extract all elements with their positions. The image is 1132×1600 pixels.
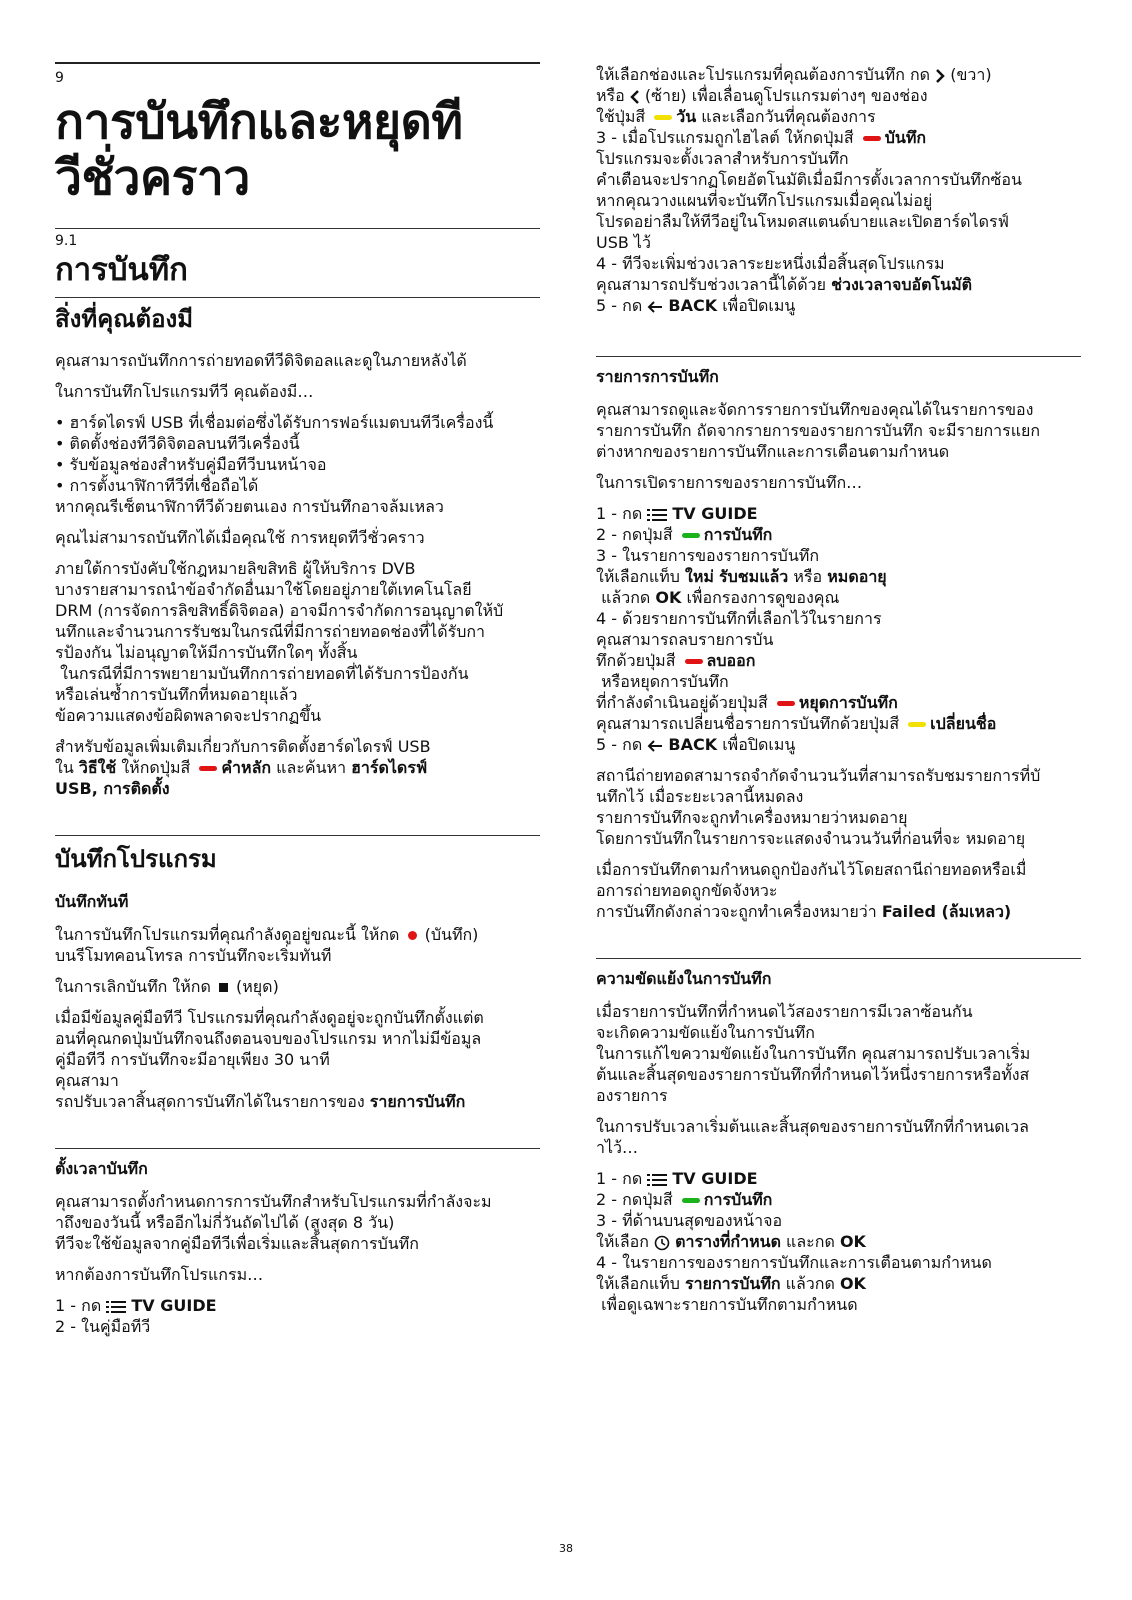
need-p6-l2: ใน วิธีใช้ ให้กดปุ่มสี คำหลัก และค้นหา ฮาร์ดไดรฟ์: [55, 758, 428, 777]
need-p4: คุณไม่สามารถบันทึกได้เมื่อคุณใช้ การหยุดทีวีชั่วคราว: [55, 528, 425, 547]
list-step-4f: คุณสามารถเปลี่ยนชื่อรายการบันทึกด้วยปุ่มสี เปลี่ยนชื่อ: [596, 714, 997, 733]
rt-line-3: ใช้ปุ่มสี วัน และเลือกวันที่คุณต้องการ: [596, 107, 876, 126]
stop-square-icon: [219, 983, 228, 992]
list-step-4: 4 - ด้วยรายการบันทึกที่เลือกไว้ในรายการ: [596, 609, 882, 628]
conflict-step-1: 1 - กด TV GUIDE: [596, 1169, 758, 1188]
conflict-p1-l5: องรายการ: [596, 1086, 668, 1105]
record-now-p3-l2: อนที่คุณกดปุ่มบันทึกจนถึงตอนจบของโปรแกรม หากไม่มีข้อมูล: [55, 1029, 482, 1048]
red-key-icon: [863, 136, 881, 141]
clock-icon: [654, 1235, 670, 1251]
rt-line-1: ให้เลือกช่องและโปรแกรมที่คุณต้องการบันทึก กด (ขวา): [596, 65, 992, 84]
list-step-5: 5 - กด BACK เพื่อปิดเมนู: [596, 735, 796, 754]
sched-p1-l2: าถึงของวันนี้ หรืออีกไม่กี่วันถัดไปได้ (สูงสุด 8 วัน): [55, 1213, 395, 1232]
section-title: การบันทึก: [55, 252, 188, 288]
conflict-p1-l3: ในการแก้ไขความขัดแย้งในการบันทึก คุณสามารถปรับเวลาเริ่ม: [596, 1044, 1031, 1063]
need-rule: [55, 297, 540, 298]
need-p5-l4: นทึกและจำนวนการรับชมในกรณีที่มีการถ่ายทอดช่องที่ได้รับกา: [55, 622, 486, 641]
list-step-3b: ให้เลือกแท็บ ใหม่ รับชมแล้ว หรือ หมดอายุ: [596, 567, 887, 586]
conflict-p1-l4: ต้นและสิ้นสุดของรายการบันทึกที่กำหนดไว้หนึ่งรายการหรือทั้งส: [596, 1065, 1030, 1084]
list-p4-l3: การบันทึกดังกล่าวจะถูกทำเครื่องหมายว่า Failed (ล้มเหลว): [596, 902, 1012, 921]
list-step-4b: คุณสามารถลบรายการบัน: [596, 630, 774, 649]
conflict-p2-l2: าไว้…: [596, 1138, 639, 1157]
need-p6-l3: USB, การติดตั้ง: [55, 779, 170, 798]
conflict-step-3: 3 - ที่ด้านบนสุดของหน้าจอ: [596, 1211, 783, 1230]
need-p5-l3: DRM (การจัดการลิขสิทธิ์ดิจิตอล) อาจมีการจำกัดการอนุญาตให้บั: [55, 601, 504, 620]
tv-guide-icon: [647, 508, 667, 522]
need-p5-l6: ในกรณีที่มีการพยายามบันทึกการถ่ายทอดที่ได้รับการป้องกัน: [55, 664, 469, 683]
rt-line-5: โปรแกรมจะตั้งเวลาสำหรับการบันทึก: [596, 149, 849, 168]
sched-p2: หากต้องการบันทึกโปรแกรม…: [55, 1265, 264, 1284]
record-now-heading: บันทึกทันที: [55, 892, 129, 911]
sched-rule: [55, 1148, 540, 1149]
rt-line-9: USB ไว้: [596, 233, 651, 252]
red-key-icon: [685, 659, 703, 664]
rt-line-8: โปรดอย่าลืมให้ทีวีอยู่ในโหมดสแตนด์บายและเปิดฮาร์ดไดรฟ์: [596, 212, 1009, 231]
list-p3-l3: รายการบันทึกจะถูกทำเครื่องหมายว่าหมดอายุ: [596, 808, 908, 827]
page-number: 38: [559, 1542, 573, 1555]
green-key-icon: [682, 1198, 700, 1203]
need-bullet-1: • ฮาร์ดไดรฟ์ USB ที่เชื่อมต่อซึ่งได้รับการฟอร์แมตบนทีวีเครื่องนี้: [55, 413, 494, 432]
list-p2: ในการเปิดรายการของรายการบันทึก…: [596, 473, 863, 492]
list-step-1: 1 - กด TV GUIDE: [596, 504, 758, 523]
back-arrow-icon: [647, 300, 663, 314]
record-now-p1b: บนรีโมทคอนโทรล การบันทึกจะเริ่มทันที: [55, 946, 332, 965]
list-p3-l2: นทึกไว้ เมื่อระยะเวลานี้หมดลง: [596, 787, 804, 806]
list-step-3c: แล้วกด OK เพื่อกรองการดูของคุณ: [596, 588, 840, 607]
chevron-left-icon: [630, 90, 640, 104]
record-now-p3-l1: เมื่อมีข้อมูลคู่มือทีวี โปรแกรมที่คุณกำลังดูอยู่จะถูกบันทึกตั้งแต่ต: [55, 1008, 484, 1027]
need-heading: สิ่งที่คุณต้องมี: [55, 305, 194, 333]
need-p6-l1: สำหรับข้อมูลเพิ่มเติมเกี่ยวกับการติดตั้งฮาร์ดไดรฟ์ USB: [55, 737, 431, 756]
conflict-step-3b: ให้เลือก ตารางที่กำหนด และกด OK: [596, 1232, 866, 1251]
rt-line-11: คุณสามารถปรับช่วงเวลานี้ได้ด้วย ช่วงเวลาจบอัตโนมัติ: [596, 275, 973, 294]
chapter-title-line1: การบันทึกและหยุดที: [55, 94, 463, 150]
record-now-p1: ในการบันทึกโปรแกรมที่คุณกำลังดูอยู่ขณะนี้ ให้กด (บันทึก): [55, 925, 479, 944]
green-key-icon: [682, 533, 700, 538]
rt-line-7: หากคุณวางแผนที่จะบันทึกโปรแกรมเมื่อคุณไม่อยู่: [596, 191, 933, 210]
record-now-p3-l3: คู่มือทีวี การบันทึกจะมีอายุเพียง 30 นาที: [55, 1050, 330, 1069]
need-p5-l7: หรือเล่นซ้ำการบันทึกที่หมดอายุแล้ว: [55, 685, 298, 704]
need-p3: หากคุณรีเซ็ตนาฬิกาทีวีด้วยตนเอง การบันทึกอาจล้มเหลว: [55, 497, 444, 516]
need-bullet-2: • ติดตั้งช่องทีวีดิจิตอลบนทีวีเครื่องนี้: [55, 434, 300, 453]
sched-step-1: 1 - กด TV GUIDE: [55, 1296, 217, 1315]
conflict-rule: [596, 958, 1081, 959]
need-bullet-3: • รับข้อมูลช่องสำหรับคู่มือทีวีบนหน้าจอ: [55, 455, 327, 474]
back-arrow-icon: [647, 739, 663, 753]
chapter-title-line2: วีชั่วคราว: [55, 150, 250, 206]
tv-guide-icon: [647, 1173, 667, 1187]
rt-line-12: 5 - กด BACK เพื่อปิดเมนู: [596, 296, 796, 315]
list-step-2: 2 - กดปุ่มสี การบันทึก: [596, 525, 773, 544]
list-p3-l4: โดยการบันทึกในรายการจะแสดงจำนวนวันที่ก่อนที่จะ หมดอายุ: [596, 829, 1026, 848]
list-heading: รายการการบันทึก: [596, 367, 719, 386]
section-rule: [55, 228, 540, 229]
conflict-step-4c: เพื่อดูเฉพาะรายการบันทึกตามกำหนด: [596, 1295, 858, 1314]
need-p5-l1: ภายใต้การบังคับใช้กฎหมายลิขสิทธิ ผู้ให้บริการ DVB: [55, 559, 416, 578]
yellow-key-icon: [654, 115, 672, 120]
list-p4-l2: อการถ่ายทอดถูกขัดจังหวะ: [596, 881, 778, 900]
left-column: [55, 0, 540, 1337]
list-p1-l3: ต่างหากของรายการบันทึกและการเตือนตามกำหนด: [596, 442, 950, 461]
sched-p1-l1: คุณสามารถตั้งกำหนดการการบันทึกสำหรับโปรแกรมที่กำลังจะม: [55, 1192, 492, 1211]
sched-step-2: 2 - ในคู่มือทีวี: [55, 1317, 151, 1336]
record-now-p3-l5: รถปรับเวลาสิ้นสุดการบันทึกได้ในรายการของ รายการบันทึก: [55, 1092, 466, 1111]
list-step-4e: ที่กำลังดำเนินอยู่ด้วยปุ่มสี หยุดการบันทึก: [596, 693, 898, 712]
record-now-p2: ในการเลิกบันทึก ให้กด (หยุด): [55, 977, 279, 996]
right-column: [596, 0, 1081, 1315]
conflict-p1-l1: เมื่อรายการบันทึกที่กำหนดไว้สองรายการมีเวลาซ้อนกัน: [596, 1002, 973, 1021]
rt-line-6: คำเตือนจะปรากฏโดยอัตโนมัติเมื่อมีการตั้งเวลาการบันทึกซ้อน: [596, 170, 1022, 189]
conflict-heading: ความขัดแย้งในการบันทึก: [596, 969, 772, 988]
need-p5-l5: รป้องกัน ไม่อนุญาตให้มีการบันทึกใดๆ ทั้งสิ้น: [55, 643, 358, 662]
red-key-icon: [777, 701, 795, 706]
list-step-4d: หรือหยุดการบันทึก: [596, 672, 729, 691]
list-p4-l1: เมื่อการบันทึกตามกำหนดถูกป้องกันไว้โดยสถานีถ่ายทอดหรือเมื่: [596, 860, 1027, 879]
need-p5-l2: บางรายสามารถนำข้อจำกัดอื่นมาใช้โดยอยู่ภายใต้เทคโนโลยี: [55, 580, 472, 599]
need-p5-l8: ข้อความแสดงข้อผิดพลาดจะปรากฏขึ้น: [55, 706, 322, 725]
tv-guide-icon: [106, 1300, 126, 1314]
conflict-step-4: 4 - ในรายการของรายการบันทึกและการเตือนตามกำหนด: [596, 1253, 992, 1272]
record-now-p3-l4: คุณสามา: [55, 1071, 119, 1090]
conflict-p2-l1: ในการปรับเวลาเริ่มต้นและสิ้นสุดของรายการบันทึกที่กำหนดเวล: [596, 1117, 1029, 1136]
list-p1-l1: คุณสามารถดูและจัดการรายการบันทึกของคุณได้ในรายการของ: [596, 400, 1034, 419]
sched-p1-l3: ทีวีจะใช้ข้อมูลจากคู่มือทีวีเพื่อเริ่มและสิ้นสุดการบันทึก: [55, 1234, 419, 1253]
chapter-number: 9: [55, 70, 64, 86]
red-key-icon: [199, 766, 217, 771]
chapter-title: [55, 94, 540, 206]
list-p1-l2: รายการบันทึก ถัดจากรายการของรายการบันทึก จะมีรายการแยก: [596, 421, 1041, 440]
sched-heading: ตั้งเวลาบันทึก: [55, 1159, 148, 1178]
list-p3-l1: สถานีถ่ายทอดสามารถจำกัดจำนวนวันที่สามารถรับชมรายการที่บั: [596, 766, 1041, 785]
record-heading: บันทึกโปรแกรม: [55, 845, 217, 873]
list-step-3: 3 - ในรายการของรายการบันทึก: [596, 546, 819, 565]
rt-line-10: 4 - ทีวีจะเพิ่มช่วงเวลาระยะหนึ่งเมื่อสิ้นสุดโปรแกรม: [596, 254, 945, 273]
conflict-step-2: 2 - กดปุ่มสี การบันทึก: [596, 1190, 773, 1209]
chapter-rule: [55, 62, 540, 64]
record-rule: [55, 835, 540, 836]
record-dot-icon: [408, 931, 417, 940]
chevron-right-icon: [935, 69, 945, 83]
list-rule: [596, 356, 1081, 357]
rt-line-2: หรือ (ซ้าย) เพื่อเลื่อนดูโปรแกรมต่างๆ ของช่อง: [596, 86, 928, 105]
need-p1: คุณสามารถบันทึกการถ่ายทอดทีวีดิจิตอลและดูในภายหลังได้: [55, 351, 467, 370]
rt-line-4: 3 - เมื่อโปรแกรมถูกไฮไลต์ ให้กดปุ่มสี บันทึก: [596, 128, 927, 147]
conflict-p1-l2: จะเกิดความขัดแย้งในการบันทึก: [596, 1023, 815, 1042]
yellow-key-icon: [908, 722, 926, 727]
list-step-4c: ทึกด้วยปุ่มสี ลบออก: [596, 651, 756, 670]
need-p2: ในการบันทึกโปรแกรมทีวี คุณต้องมี…: [55, 382, 314, 401]
need-bullet-4: • การตั้งนาฬิกาทีวีที่เชื่อถือได้: [55, 476, 259, 495]
conflict-step-4b: ให้เลือกแท็บ รายการบันทึก แล้วกด OK: [596, 1274, 866, 1293]
section-number: 9.1: [55, 233, 78, 249]
